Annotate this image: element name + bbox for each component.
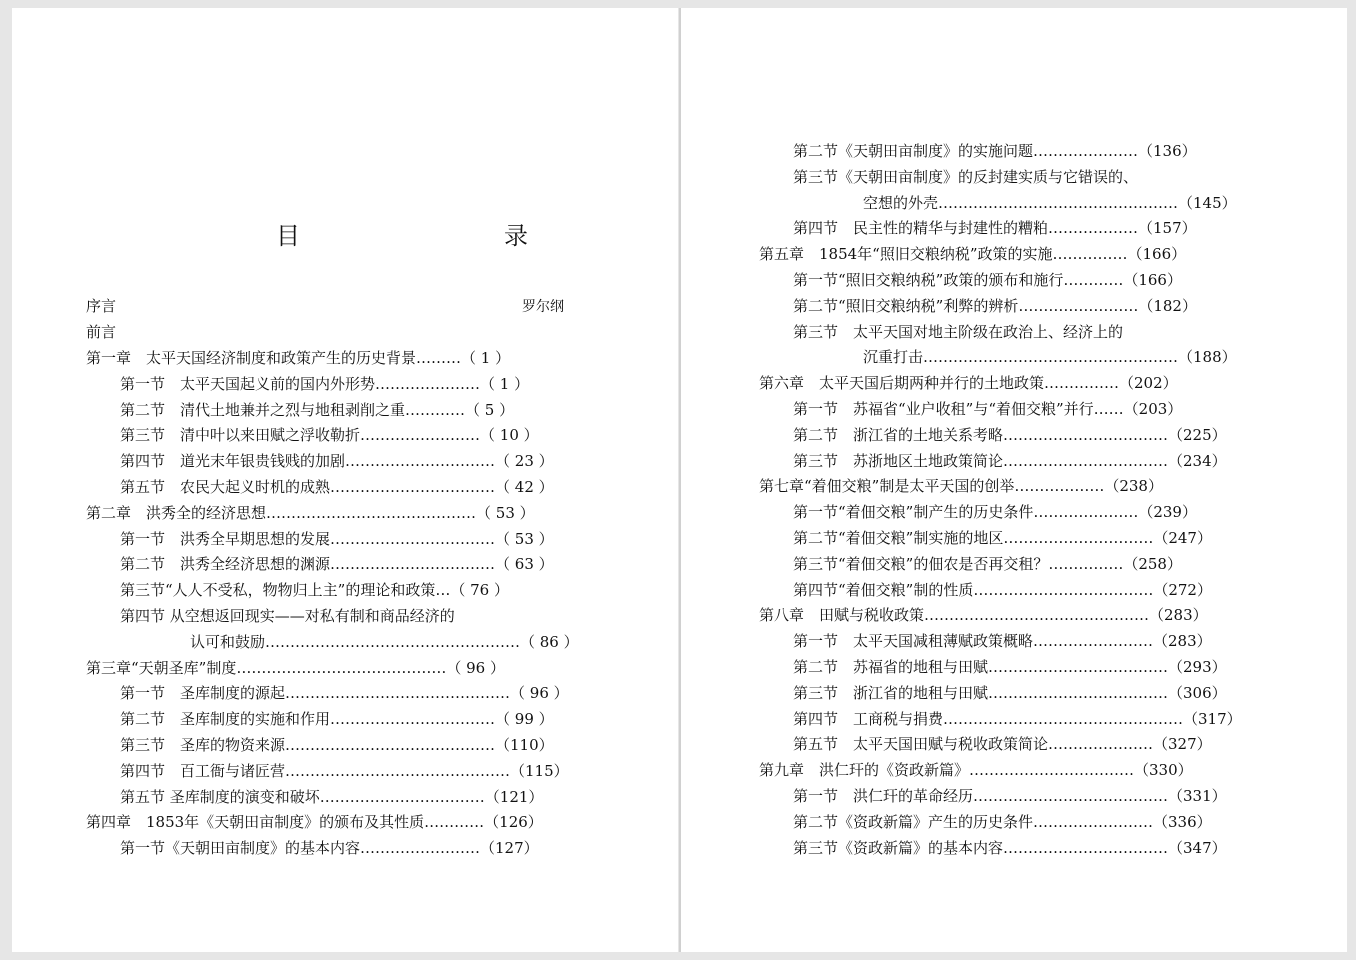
left-toc-entry: 第三节 清中叶以来田赋之浮收勒折……………………（ 10 ） (120, 426, 539, 445)
right-toc-entry: 第一节 太平天国减租薄赋政策概略……………………（283） (793, 632, 1212, 651)
left-toc-entry: 第四节 道光末年银贵钱贱的加剧…………………………（ 23 ） (120, 452, 554, 471)
right-toc-entry: 第二节《资政新篇》产生的历史条件……………………（336） (793, 812, 1212, 831)
left-toc-entry: 第一节《天朝田亩制度》的基本内容……………………（127） (120, 839, 539, 858)
right-toc-entry: 第一节“着佃交粮”制产生的历史条件…………………（239） (793, 503, 1197, 522)
right-toc-entry: 第二节“照旧交粮纳税”利弊的辨析……………………（182） (793, 296, 1197, 315)
right-toc-entry: 第五节 太平天国田赋与税收政策简论…………………（327） (793, 735, 1212, 754)
right-toc-entry: 沉重打击……………………………………………（188） (863, 348, 1237, 367)
left-toc-entry: 第一节 太平天国起义前的国内外形势…………………（ 1 ） (120, 374, 530, 393)
right-toc-entry: 第三节“着佃交粮”的佃农是否再交租？……………（258） (793, 554, 1182, 573)
toc-title: 目 录 (276, 222, 580, 250)
right-toc-entry: 第八章 田赋与税收政策………………………………………（283） (759, 606, 1208, 625)
left-toc-entry: 第四节 从空想返回现实——对私有制和商品经济的 (120, 607, 455, 625)
right-toc-entry: 第一节“照旧交粮纳税”政策的颁布和施行…………（166） (793, 271, 1182, 289)
right-toc-entry: 第三节 苏浙地区土地政策简论……………………………（234） (793, 451, 1227, 470)
right-toc-entry: 第二节《天朝田亩制度》的实施问题…………………（136） (793, 142, 1197, 160)
left-toc-entry: 第二节 洪秀全经济思想的渊源……………………………（ 63 ） (120, 555, 554, 574)
right-toc-entry: 第四节 民主性的精华与封建性的糟粕………………（157） (793, 219, 1197, 238)
right-toc-entry: 第三节 太平天国对地主阶级在政治上、经济上的 (793, 322, 1124, 341)
left-toc-entry: 第一节 洪秀全早期思想的发展……………………………（ 53 ） (120, 529, 554, 548)
left-toc-entry: 第二章 洪秀全的经济思想……………………………………（ 53 ） (86, 503, 535, 522)
right-toc-entry: 第七章“着佃交粮”制是太平天国的创举………………（238） (759, 477, 1163, 496)
toc-entry-foreword: 前言 (86, 323, 117, 341)
left-toc-entry: 第三节“人人不受私，物物归上主”的理论和政策…（ 76 ） (120, 581, 509, 600)
right-toc-entry: 第九章 洪仁玕的《资政新篇》……………………………（330） (759, 761, 1193, 780)
left-toc-entry: 认可和鼓励……………………………………………（ 86 ） (190, 632, 579, 651)
right-toc-entry: 第二节“着佃交粮”制实施的地区…………………………（247） (793, 529, 1212, 547)
right-toc-entry: 第二节 苏福省的地租与田赋………………………………（293） (793, 658, 1227, 676)
right-toc-entry: 第五章 1854年“照旧交粮纳税”政策的实施……………（166） (759, 245, 1187, 264)
left-toc-entry: 第四节 百工衙与诸匠营………………………………………（115） (120, 761, 569, 780)
right-toc-entry: 空想的外壳…………………………………………（145） (863, 193, 1237, 212)
right-toc-entry: 第二节 浙江省的土地关系考略……………………………（225） (793, 425, 1227, 444)
right-toc-entry: 第四节“着佃交粮”制的性质………………………………（272） (793, 580, 1212, 599)
right-toc-entry: 第四节 工商税与捐费…………………………………………（317） (793, 709, 1242, 728)
left-toc-entry: 第四章 1853年《天朝田亩制度》的颁布及其性质…………（126） (86, 813, 543, 832)
right-toc-entry: 第三节《资政新篇》的基本内容……………………………（347） (793, 838, 1227, 857)
right-toc-entry: 第一节 洪仁玕的革命经历…………………………………（331） (793, 787, 1227, 805)
left-toc-entry: 第三节 圣库的物资来源……………………………………（110） (120, 736, 554, 754)
preface-author: 罗尔纲 (522, 299, 564, 315)
left-toc-entry: 第一节 圣库制度的源起………………………………………（ 96 ） (120, 684, 569, 703)
left-toc-entry: 第二节 圣库制度的实施和作用……………………………（ 99 ） (120, 710, 554, 729)
left-toc-entry: 第二节 清代土地兼并之烈与地租剥削之重…………（ 5 ） (120, 400, 515, 419)
left-toc-entry: 第五节 圣库制度的演变和破坏……………………………（121） (120, 787, 544, 806)
left-toc-entry: 第一章 太平天国经济制度和政策产生的历史背景………（ 1 ） (86, 349, 511, 367)
left-page (12, 8, 678, 952)
right-toc-entry: 第三节 浙江省的地租与田赋………………………………（306） (793, 683, 1227, 702)
right-page (681, 8, 1347, 952)
right-toc-entry: 第六章 太平天国后期两种并行的土地政策……………（202） (759, 374, 1178, 393)
right-toc-entry: 第三节《天朝田亩制度》的反封建实质与它错误的、 (793, 167, 1139, 186)
left-toc-entry: 第五节 农民大起义时机的成熟……………………………（ 42 ） (120, 478, 554, 496)
left-toc-entry: 第三章“天朝圣库”制度……………………………………（ 96 ） (86, 658, 505, 677)
toc-entry-preface: 序言 (86, 297, 117, 315)
right-toc-entry: 第一节 苏福省“业户收租”与“着佃交粮”并行……（203） (793, 400, 1183, 418)
